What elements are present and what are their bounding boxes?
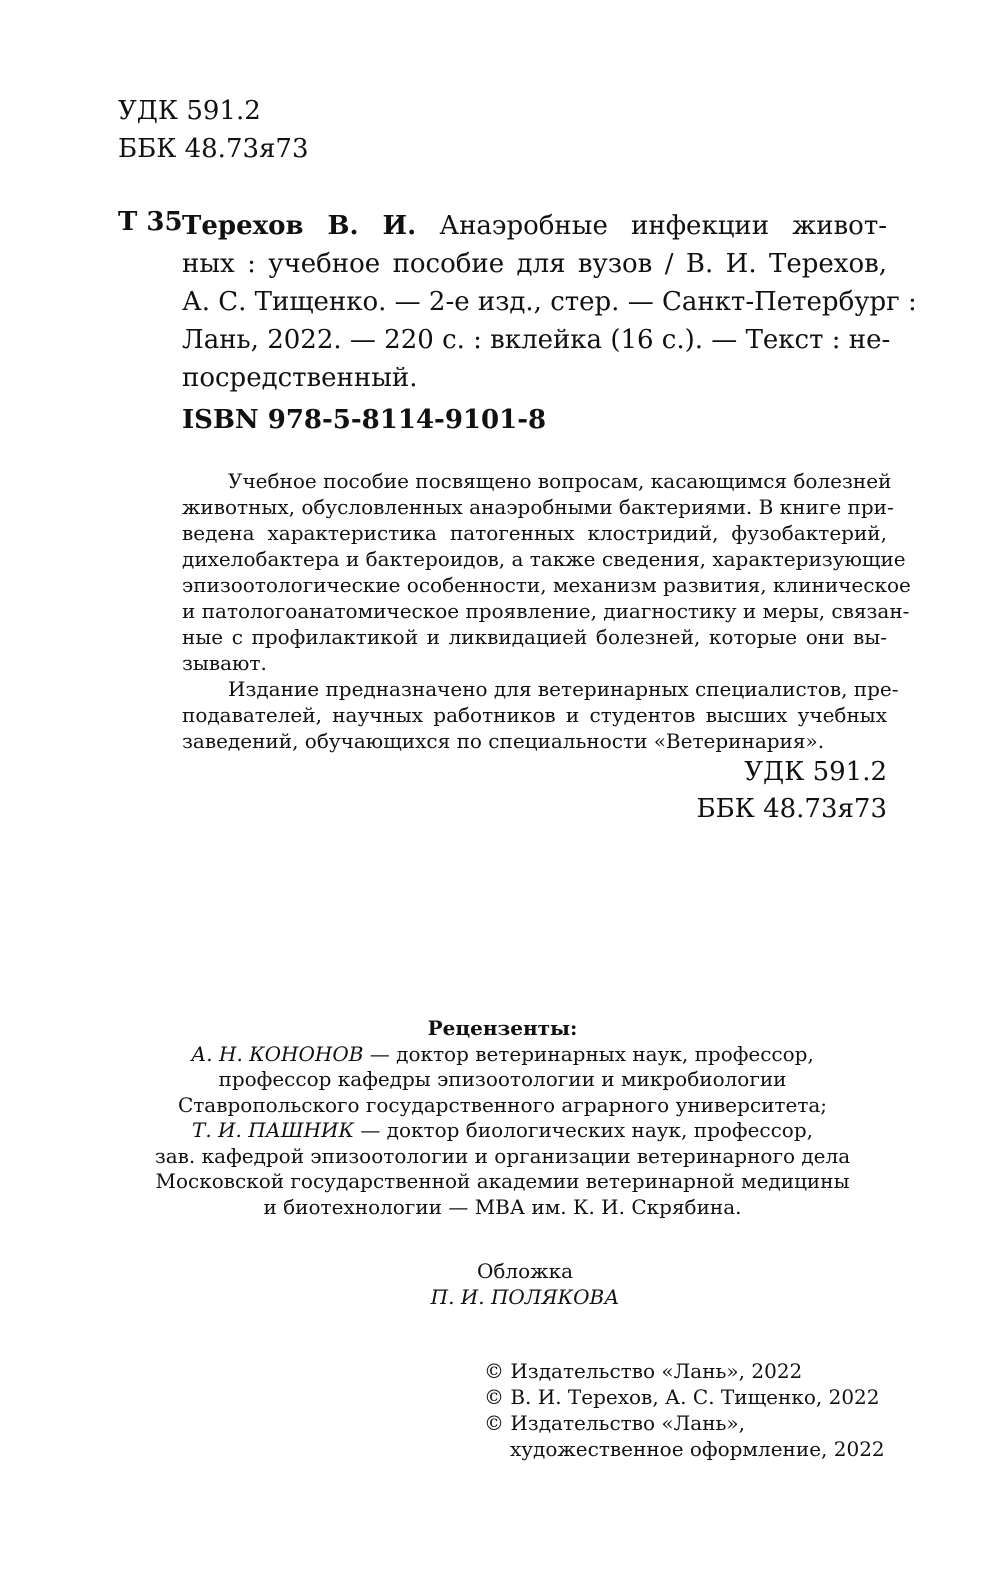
abstract-p1-line: животных, обусловленных анаэробными бактериями. В книге при- [182,495,894,519]
reviewer-2-line: Московской государственной академии ветеринарной медицины [155,1169,850,1193]
bbk-code-top: ББК 48.73я73 [118,134,309,164]
catalog-line-5: посредственный. [182,363,418,393]
catalog-line-4: Лань, 2022. — 220 с. : вклейка (16 с.). — Текст : не- [182,325,891,355]
reviewer-1-line: профессор кафедры эпизоотологии и микробиологии [218,1067,787,1091]
copyright-line: © В. И. Терехов, А. С. Тищенко, 2022 [484,1385,880,1409]
reviewer-1-name: А. Н. КОНОНОВ [191,1041,364,1066]
reviewer-2-line: и биотехнологии — МВА им. К. И. Скрябина. [263,1194,742,1219]
copyright-line: © Издательство «Лань», 2022 [484,1359,803,1383]
reviewers-heading: Рецензенты: [427,1016,578,1040]
abstract-p1-line: зывают. [182,651,267,675]
copyright-line: художественное оформление, 2022 [510,1437,885,1461]
reviewers-block [100,1016,905,1220]
bbk-code-bottom: ББК 48.73я73 [696,794,887,824]
catalog-line-2: ных : учебное пособие для вузов / В. И. Терехов, [182,249,887,279]
abstract-p2-line: заведений, обучающихся по специальности «Ветеринария». [182,729,825,753]
abstract-p1-line: дихелобактера и бактероидов, а также сведения, характеризующие [182,547,906,571]
cover-artist: П. И. ПОЛЯКОВА [430,1285,620,1309]
catalog-line-1: Терехов В. И. Анаэробные инфекции живот- [182,211,887,241]
reviewer-2-name: Т. И. ПАШНИК [191,1118,354,1142]
udk-code-bottom: УДК 591.2 [744,757,887,787]
reviewer-2-line: зав. кафедрой эпизоотологии и организации ветеринарного дела [154,1143,851,1168]
abstract-p1-line: эпизоотологические особенности, механизм развития, клиническое [182,573,911,597]
reviewer-1-line: А. Н. КОНОНОВ — доктор ветеринарных наук, профессор, [191,1041,814,1066]
copyright-block [484,1358,904,1462]
abstract-p1-line: и патологоанатомическое проявление, диагностику и меры, связан- [182,599,910,623]
reviewer-2-line: Т. И. ПАШНИК — доктор биологических наук, профессор, [191,1118,814,1142]
abstract-p1-line: ведена характеристика патогенных клостридий, фузобактерий, [182,521,887,545]
abstract-p2-line: Издание предназначено для ветеринарных специалистов, пре- [228,677,899,701]
abstract-p1-line: Учебное пособие посвящено вопросам, касающимся болезней [228,469,892,493]
abstract-p1-line: ные с профилактикой и ликвидацией болезней, которые они вы- [182,625,887,649]
abstract [182,468,911,754]
cover-credit [360,1258,690,1310]
cover-label: Обложка [476,1259,573,1283]
copyright-line: © Издательство «Лань», [484,1411,746,1435]
isbn: ISBN 978-5-8114-9101-8 [182,405,547,435]
abstract-p2-line: подавателей, научных работников и студентов высших учебных [182,703,887,727]
catalog-code: Т 35 [118,207,183,237]
udk-code-top: УДК 591.2 [118,96,261,126]
reviewer-1-line: Ставропольского государственного аграрного университета; [177,1092,828,1117]
catalog-line-3: А. С. Тищенко. — 2-е изд., стер. — Санкт-Петербург : [182,287,917,317]
catalog-entry [182,207,917,397]
catalog-author: Терехов В. И. [182,211,417,241]
